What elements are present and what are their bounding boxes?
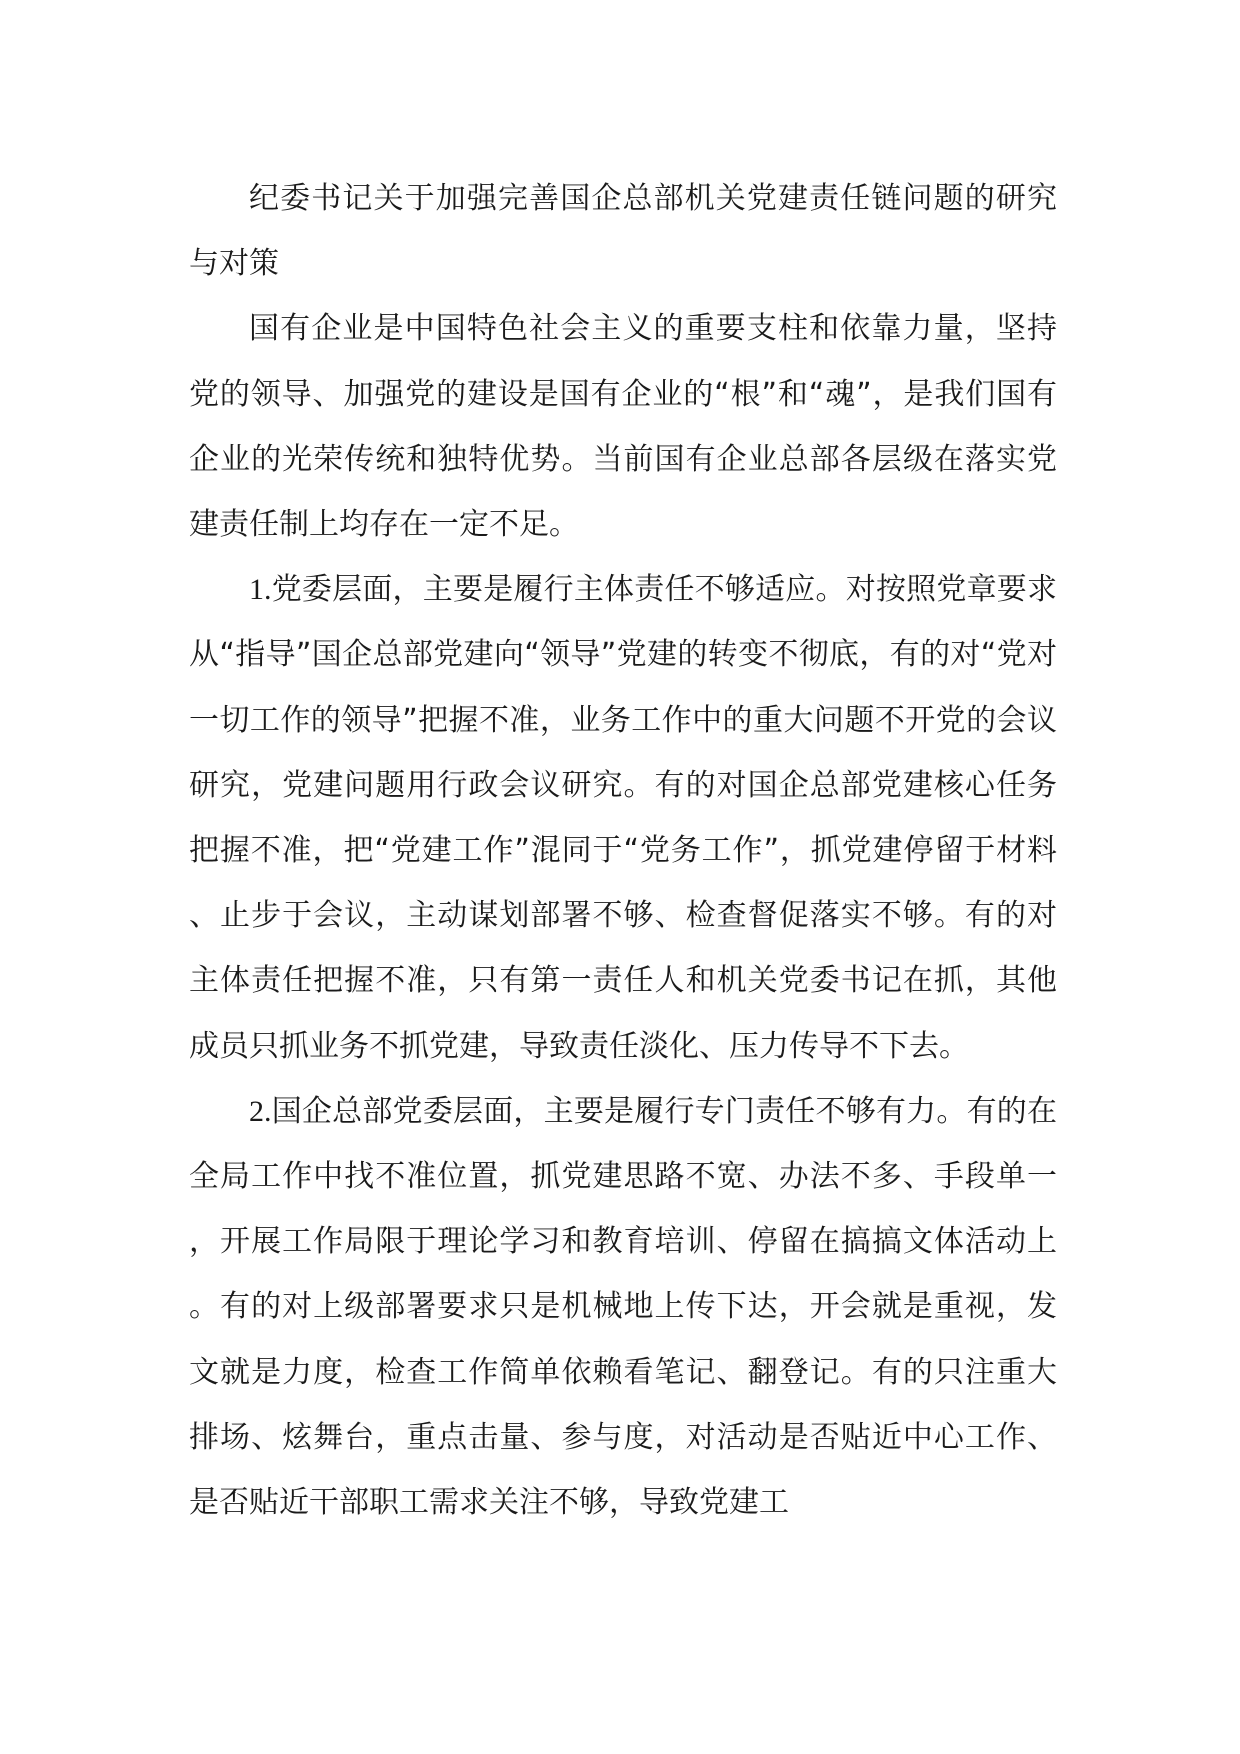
- section-2-text: 国企总部党委层面，主要是履行专门责任不够有力。有的在全局工作中找不准位置，抓党建思路不宽、办法不多、手段单一，开展工作局限于理论学习和教育培训、停留在搞搞文体活动上。有的对上级部署要求只是机械地上传下达，开会就是重视，发文就是力度，检查工作简单依赖看笔记、翻登记。有的只注重大排场、炫舞台，重点击量、参与度，对活动是否贴近中心工作、是否贴近干部职工需求关注不够，导致党建工: [189, 1093, 1057, 1521]
- section-2-paragraph: [189, 1079, 1057, 1535]
- section-1-text: 党委层面，主要是履行主体责任不够适应。对按照党章要求从“指导”国企总部党建向“领导”党建的转变不彻底，有的对“党对一切工作的领导”把握不准，业务工作中的重大问题不开党的会议研究，党建问题用行政会议研究。有的对国企总部党建核心任务把握不准，把“党建工作”混同于“党务工作”，抓党建停留于材料、止步于会议，主动谋划部署不够、检查督促落实不够。有的对主体责任把握不准，只有第一责任人和机关党委书记在抓，其他成员只抓业务不抓党建，导致责任淡化、压力传导不下去。: [189, 572, 1057, 1064]
- section-1-number: 1.: [249, 573, 272, 607]
- document-title: 纪委书记关于加强完善国企总部机关党建责任链问题的研究与对策: [189, 181, 1057, 282]
- section-1-paragraph: [189, 557, 1057, 1079]
- document-body: [189, 166, 1057, 1535]
- section-2-number: 2.: [249, 1094, 272, 1128]
- intro-paragraph: 国有企业是中国特色社会主义的重要支柱和依靠力量，坚持党的领导、加强党的建设是国有企业的“根”和“魂”，是我们国有企业的光荣传统和独特优势。当前国有企业总部各层级在落实党建责任制上均存在一定不足。: [189, 311, 1057, 543]
